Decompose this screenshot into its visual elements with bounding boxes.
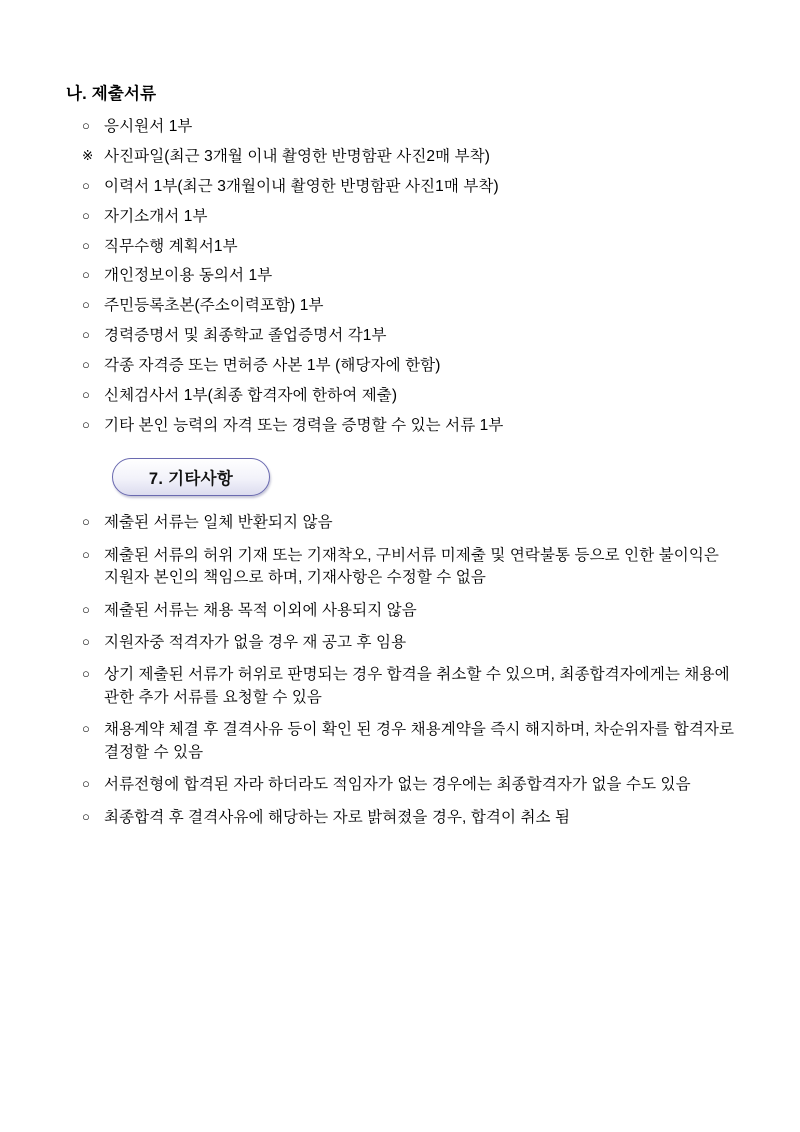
bullet-circle-icon: ○ bbox=[82, 776, 90, 792]
reference-mark-icon: ※ bbox=[82, 147, 94, 163]
bullet-circle-icon: ○ bbox=[82, 357, 90, 372]
list-item-text: 자기소개서 1부 bbox=[104, 207, 208, 225]
bullet-circle-icon: ○ bbox=[82, 808, 90, 824]
list-item bbox=[60, 325, 760, 346]
list-item bbox=[60, 146, 760, 167]
bullet-circle-icon: ○ bbox=[82, 267, 90, 283]
list-item-text: 지원자중 적격자가 없을 경우 재 공고 후 임용 bbox=[104, 634, 407, 651]
list-item-text: 주민등록초본(주소이력포함) 1부 bbox=[104, 297, 324, 315]
list-item bbox=[60, 600, 760, 622]
list-item-text: 제출된 서류의 허위 기재 또는 기재착오, 구비서류 미제출 및 연락불통 등으로 인한 불이익은 지원자 본인의 책임으로 하며, 기재사항은 수정할 수 없음 bbox=[104, 546, 719, 587]
list-item-text: 제출된 서류는 채용 목적 이외에 사용되지 않음 bbox=[104, 601, 417, 619]
section-7-heading-wrap bbox=[112, 458, 760, 498]
bullet-circle-icon: ○ bbox=[82, 666, 90, 682]
list-item-text: 경력증명서 및 최종학교 졸업증명서 각1부 bbox=[104, 327, 387, 345]
list-item bbox=[60, 807, 760, 829]
section-7-heading: 7. 기타사항 bbox=[112, 458, 270, 496]
list-item bbox=[60, 265, 760, 286]
list-item bbox=[60, 632, 760, 654]
bullet-circle-icon: ○ bbox=[82, 207, 90, 223]
list-item bbox=[60, 719, 760, 764]
list-item bbox=[60, 664, 760, 709]
bullet-circle-icon: ○ bbox=[82, 634, 90, 649]
section-b-list bbox=[60, 116, 760, 436]
section-7-list bbox=[60, 512, 760, 829]
list-item-text: 상기 제출된 서류가 허위로 판명되는 경우 합격을 취소할 수 있으며, 최종합격자에게는 채용에 관한 추가 서류를 요청할 수 있음 bbox=[104, 666, 730, 706]
bullet-circle-icon: ○ bbox=[82, 721, 90, 737]
list-item bbox=[60, 415, 760, 436]
list-item-text: 각종 자격증 또는 면허증 사본 1부 (해당자에 한함) bbox=[104, 357, 441, 374]
bullet-circle-icon: ○ bbox=[82, 416, 90, 432]
list-item bbox=[60, 355, 760, 376]
list-item bbox=[60, 206, 760, 227]
list-item bbox=[60, 236, 760, 257]
bullet-circle-icon: ○ bbox=[82, 386, 90, 402]
list-item bbox=[60, 545, 760, 590]
list-item-text: 개인정보이용 동의서 1부 bbox=[104, 267, 273, 285]
bullet-circle-icon: ○ bbox=[82, 514, 90, 530]
bullet-circle-icon: ○ bbox=[82, 237, 90, 253]
bullet-circle-icon: ○ bbox=[82, 601, 90, 617]
bullet-circle-icon: ○ bbox=[82, 297, 90, 313]
bullet-circle-icon: ○ bbox=[82, 118, 90, 133]
list-item-text: 이력서 1부(최근 3개월이내 촬영한 반명함판 사진1매 부착) bbox=[104, 177, 499, 195]
section-b-heading: 나. 제출서류 bbox=[66, 85, 157, 103]
document-content bbox=[60, 80, 760, 839]
list-item-text: 서류전형에 합격된 자라 하더라도 적임자가 없는 경우에는 최종합격자가 없을 수도 있음 bbox=[104, 776, 691, 794]
list-item bbox=[60, 774, 760, 796]
list-item-text: 기타 본인 능력의 자격 또는 경력을 증명할 수 있는 서류 1부 bbox=[104, 416, 504, 434]
list-item bbox=[60, 385, 760, 406]
list-item-text: 최종합격 후 결격사유에 해당하는 자로 밝혀졌을 경우, 합격이 취소 됨 bbox=[104, 808, 571, 826]
list-item-text: 제출된 서류는 일체 반환되지 않음 bbox=[104, 514, 333, 532]
list-item bbox=[60, 512, 760, 534]
list-item-text: 채용계약 체결 후 결격사유 등이 확인 된 경우 채용계약을 즉시 해지하며, 차순위자를 합격자로 결정할 수 있음 bbox=[104, 721, 735, 761]
list-item-text: 신체검사서 1부(최종 합격자에 한하여 제출) bbox=[104, 386, 398, 404]
list-item bbox=[60, 176, 760, 197]
list-item bbox=[60, 116, 760, 137]
list-item-text: 사진파일(최근 3개월 이내 촬영한 반명함판 사진2매 부착) bbox=[104, 147, 491, 165]
list-item-text: 응시원서 1부 bbox=[104, 118, 193, 135]
bullet-circle-icon: ○ bbox=[82, 177, 90, 193]
bullet-circle-icon: ○ bbox=[82, 546, 90, 562]
list-item-text: 직무수행 계획서1부 bbox=[104, 237, 238, 255]
bullet-circle-icon: ○ bbox=[82, 327, 90, 343]
list-item bbox=[60, 295, 760, 316]
